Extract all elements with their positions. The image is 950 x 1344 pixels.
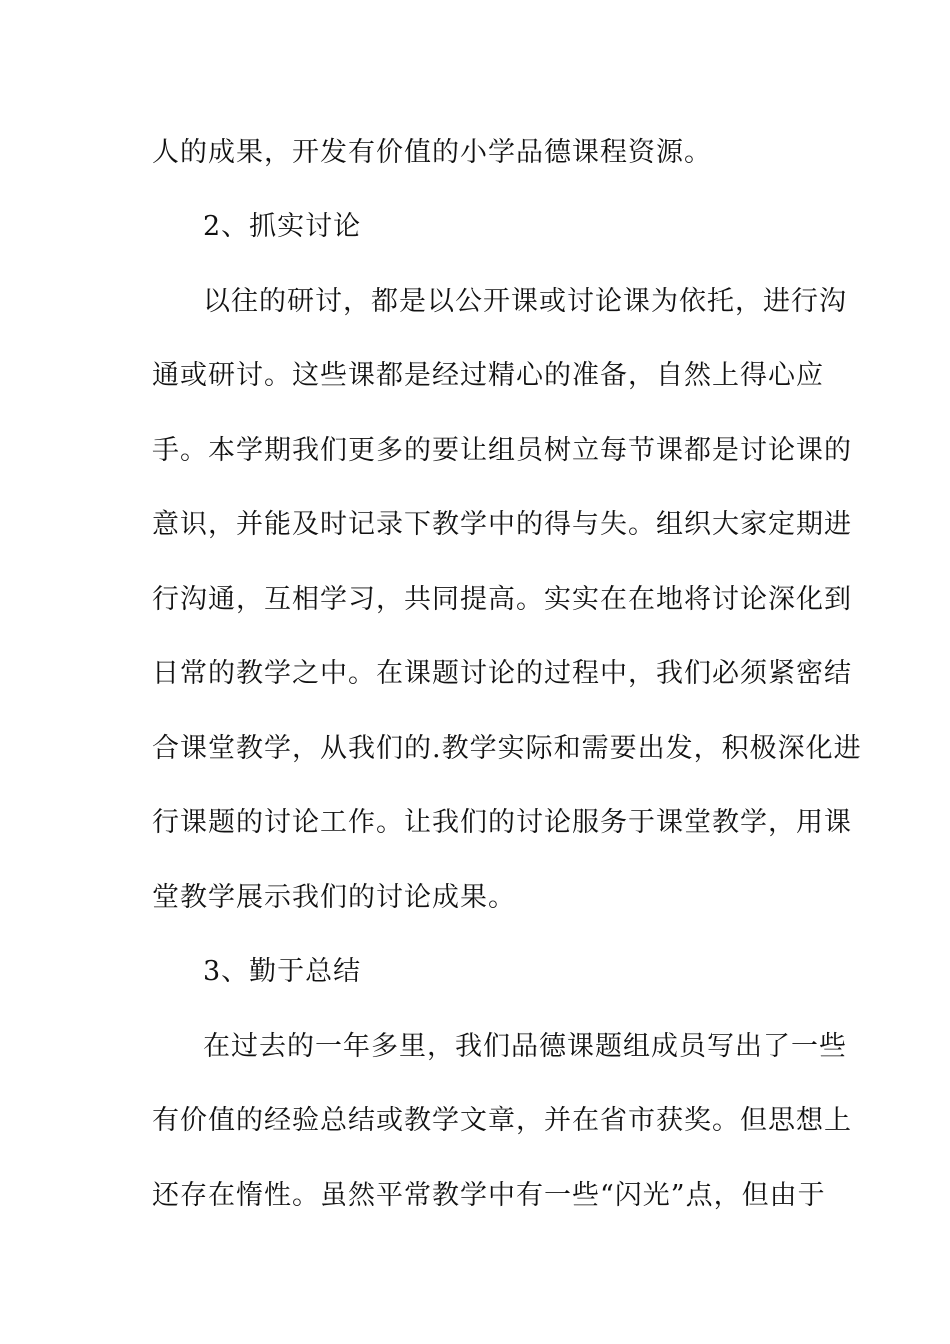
section-heading-3: 3、勤于总结 <box>203 956 362 987</box>
paragraph-line-6: 日常的教学之中。在课题讨论的过程中，我们必须紧密结 <box>152 658 852 689</box>
paragraph-line-1: 以往的研讨，都是以公开课或讨论课为依托，进行沟 <box>203 286 847 317</box>
paragraph-line-5: 行沟通，互相学习，共同提高。实实在在地将讨论深化到 <box>152 584 852 615</box>
paragraph-line-3: 手。本学期我们更多的要让组员树立每节课都是讨论课的 <box>152 435 852 466</box>
paragraph-line-7: 合课堂教学，从我们的.教学实际和需要出发，积极深化进 <box>152 733 862 764</box>
paragraph-line-4: 意识，并能及时记录下教学中的得与失。组织大家定期进 <box>152 509 852 540</box>
paragraph-line-9: 堂教学展示我们的讨论成果。 <box>152 882 516 913</box>
section-heading-2: 2、抓实讨论 <box>203 211 362 242</box>
paragraph2-line-3: 还存在惰性。虽然平常教学中有一些“闪光”点，但由于 <box>152 1180 826 1211</box>
paragraph2-line-1: 在过去的一年多里，我们品德课题组成员写出了一些 <box>203 1031 847 1062</box>
text-line-1: 人的成果，开发有价值的小学品德课程资源。 <box>152 137 712 168</box>
paragraph2-line-2: 有价值的经验总结或教学文章，并在省市获奖。但思想上 <box>152 1105 852 1136</box>
paragraph-line-2: 通或研讨。这些课都是经过精心的准备，自然上得心应 <box>152 360 824 391</box>
paragraph-line-8: 行课题的讨论工作。让我们的讨论服务于课堂教学，用课 <box>152 807 852 838</box>
